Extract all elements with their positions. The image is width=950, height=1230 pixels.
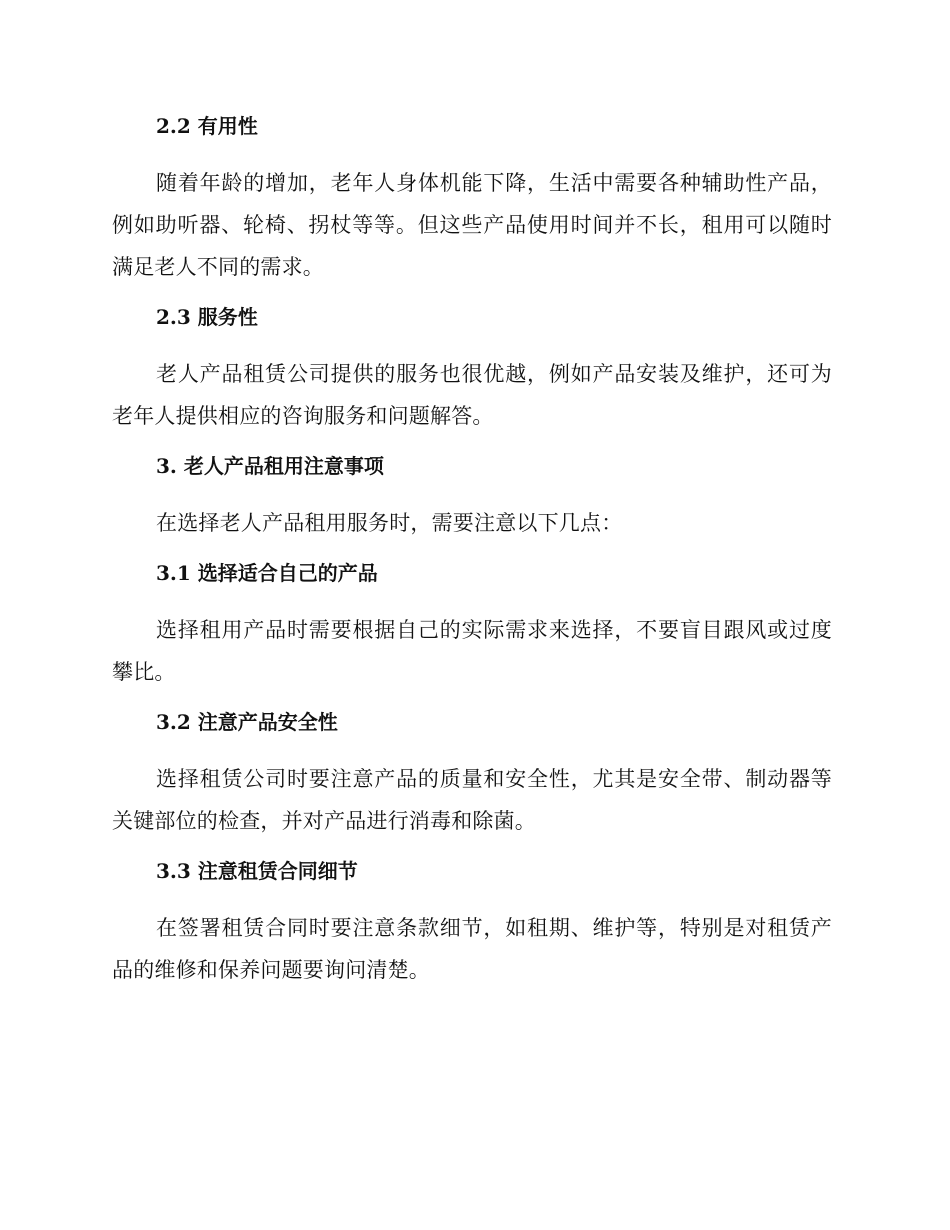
section-heading-3-2: 3.2 注意产品安全性: [156, 710, 338, 734]
paragraph-product-safety: 选择租赁公司时要注意产品的质量和安全性，尤其是安全带、制动器等关键部位的检查，并对产品进行消毒和除菌。: [112, 767, 832, 833]
section-heading-2-2: 2.2 有用性: [156, 114, 258, 138]
section-heading-2-3: 2.3 服务性: [156, 305, 258, 329]
paragraph-contract-details: 在签署租赁合同时要注意条款细节，如租期、维护等，特别是对租赁产品的维修和保养问题要询问清楚。: [112, 916, 832, 982]
document-body: [112, 108, 832, 1002]
paragraph-service: 老人产品租赁公司提供的服务也很优越，例如产品安装及维护，还可为老年人提供相应的咨询服务和问题解答。: [112, 362, 832, 428]
section-heading-3: 3. 老人产品租用注意事项: [156, 454, 384, 478]
paragraph-notes-intro: 在选择老人产品租用服务时，需要注意以下几点：: [156, 511, 623, 535]
paragraph-usefulness: 随着年龄的增加，老年人身体机能下降，生活中需要各种辅助性产品，例如助听器、轮椅、拐杖等等。但这些产品使用时间并不长，租用可以随时满足老人不同的需求。: [112, 171, 832, 279]
section-heading-3-1: 3.1 选择适合自己的产品: [156, 561, 378, 585]
section-heading-3-3: 3.3 注意租赁合同细节: [156, 859, 358, 883]
paragraph-choose-product: 选择租用产品时需要根据自己的实际需求来选择，不要盲目跟风或过度攀比。: [112, 618, 832, 684]
